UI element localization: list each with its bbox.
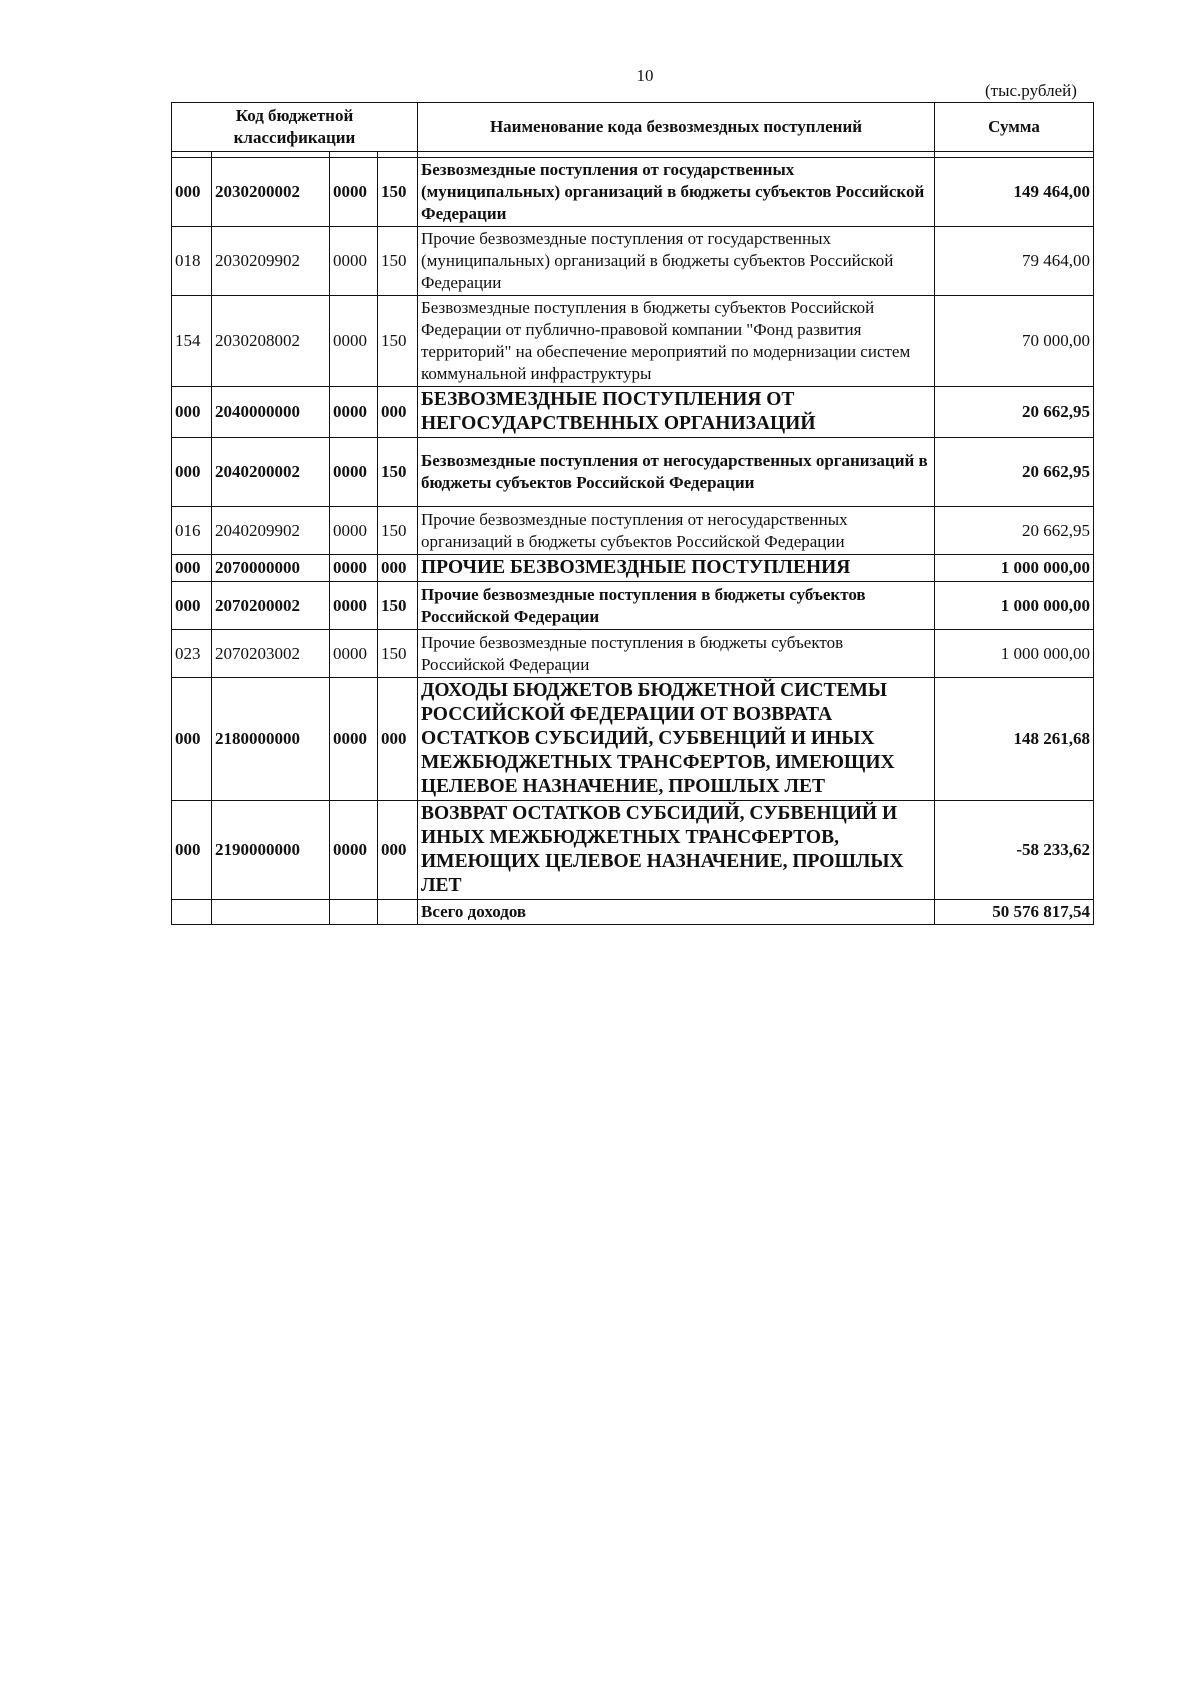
code-admin: 000 [172, 438, 212, 507]
code-kind: 150 [378, 582, 418, 630]
row-sum: 1 000 000,00 [935, 555, 1094, 582]
code-program: 0000 [330, 507, 378, 555]
code-kind: 150 [378, 438, 418, 507]
table-row [172, 801, 1094, 900]
code-kind: 000 [378, 387, 418, 438]
code-admin: 023 [172, 630, 212, 678]
page-number: 10 [636, 66, 654, 85]
code-program: 0000 [330, 438, 378, 507]
row-sum: 20 662,95 [935, 387, 1094, 438]
row-name: ВОЗВРАТ ОСТАТКОВ СУБСИДИЙ, СУБВЕНЦИЙ И ИНЫХ МЕЖБЮДЖЕТНЫХ ТРАНСФЕРТОВ, ИМЕЮЩИХ ЦЕЛЕВОЕ НАЗНАЧЕНИЕ, ПРОШЛЫХ ЛЕТ [418, 801, 935, 900]
code-admin: 000 [172, 158, 212, 227]
total-sum: 50 576 817,54 [935, 900, 1094, 925]
code-kind: 000 [378, 801, 418, 900]
code-program: 0000 [330, 227, 378, 296]
table-row [172, 158, 1094, 227]
row-sum: -58 233,62 [935, 801, 1094, 900]
code-main: 2180000000 [212, 678, 330, 801]
code-program: 0000 [330, 555, 378, 582]
code-admin: 000 [172, 387, 212, 438]
row-name: Прочие безвозмездные поступления в бюджеты субъектов Российской Федерации [418, 582, 935, 630]
code-program: 0000 [330, 158, 378, 227]
row-name: БЕЗВОЗМЕЗДНЫЕ ПОСТУПЛЕНИЯ ОТ НЕГОСУДАРСТВЕННЫХ ОРГАНИЗАЦИЙ [418, 387, 935, 438]
row-name: ПРОЧИЕ БЕЗВОЗМЕЗДНЫЕ ПОСТУПЛЕНИЯ [418, 555, 935, 582]
table-row [172, 387, 1094, 438]
code-admin: 018 [172, 227, 212, 296]
total-row [172, 900, 1094, 925]
code-kind: 150 [378, 507, 418, 555]
code-admin: 000 [172, 678, 212, 801]
code-admin: 000 [172, 555, 212, 582]
units-label: (тыс.рублей) [985, 81, 1077, 100]
code-admin: 000 [172, 582, 212, 630]
code-kind: 150 [378, 227, 418, 296]
row-sum: 149 464,00 [935, 158, 1094, 227]
code-main: 2030200002 [212, 158, 330, 227]
row-sum: 70 000,00 [935, 296, 1094, 387]
row-sum: 1 000 000,00 [935, 630, 1094, 678]
code-program: 0000 [330, 801, 378, 900]
row-name: ДОХОДЫ БЮДЖЕТОВ БЮДЖЕТНОЙ СИСТЕМЫ РОССИЙСКОЙ ФЕДЕРАЦИИ ОТ ВОЗВРАТА ОСТАТКОВ СУБСИДИЙ, СУБВЕНЦИЙ И ИНЫХ МЕЖБЮДЖЕТНЫХ ТРАНСФЕРТОВ, ИМЕЮЩИХ ЦЕЛЕВОЕ НАЗНАЧЕНИЕ, ПРОШЛЫХ ЛЕТ [418, 678, 935, 801]
header-code: Код бюджетной классификации [172, 103, 418, 152]
row-sum: 148 261,68 [935, 678, 1094, 801]
row-sum: 1 000 000,00 [935, 582, 1094, 630]
code-admin: 000 [172, 801, 212, 900]
code-main: 2040000000 [212, 387, 330, 438]
table-row [172, 582, 1094, 630]
row-sum: 20 662,95 [935, 507, 1094, 555]
table-row [172, 507, 1094, 555]
code-main: 2030208002 [212, 296, 330, 387]
revenue-table [171, 102, 1094, 925]
row-name: Безвозмездные поступления от государственных (муниципальных) организаций в бюджеты субъектов Российской Федерации [418, 158, 935, 227]
table-row [172, 438, 1094, 507]
row-sum: 79 464,00 [935, 227, 1094, 296]
table-row [172, 555, 1094, 582]
table-row [172, 630, 1094, 678]
code-kind: 000 [378, 678, 418, 801]
code-program: 0000 [330, 630, 378, 678]
code-program: 0000 [330, 678, 378, 801]
code-kind: 150 [378, 296, 418, 387]
table-row [172, 678, 1094, 801]
code-kind: 150 [378, 158, 418, 227]
code-program: 0000 [330, 582, 378, 630]
header-sum: Сумма [935, 103, 1094, 152]
row-sum: 20 662,95 [935, 438, 1094, 507]
code-main: 2040209902 [212, 507, 330, 555]
code-main: 2070203002 [212, 630, 330, 678]
code-admin: 154 [172, 296, 212, 387]
row-name: Прочие безвозмездные поступления от негосударственных организаций в бюджеты субъектов Российской Федерации [418, 507, 935, 555]
code-main: 2030209902 [212, 227, 330, 296]
code-kind: 150 [378, 630, 418, 678]
code-program: 0000 [330, 387, 378, 438]
table-row [172, 227, 1094, 296]
row-name: Прочие безвозмездные поступления от государственных (муниципальных) организаций в бюджеты субъектов Российской Федерации [418, 227, 935, 296]
code-main: 2190000000 [212, 801, 330, 900]
code-main: 2040200002 [212, 438, 330, 507]
code-program: 0000 [330, 296, 378, 387]
header-name: Наименование кода безвозмездных поступлений [418, 103, 935, 152]
table-header-row [172, 103, 1094, 152]
code-main: 2070000000 [212, 555, 330, 582]
code-kind: 000 [378, 555, 418, 582]
table-row [172, 296, 1094, 387]
total-label: Всего доходов [418, 900, 935, 925]
code-main: 2070200002 [212, 582, 330, 630]
code-admin: 016 [172, 507, 212, 555]
row-name: Безвозмездные поступления в бюджеты субъектов Российской Федерации от публично-правовой компании "Фонд развития территорий" на обеспечение мероприятий по модернизации систем коммунальной инфраструктуры [418, 296, 935, 387]
row-name: Прочие безвозмездные поступления в бюджеты субъектов Российской Федерации [418, 630, 935, 678]
row-name: Безвозмездные поступления от негосударственных организаций в бюджеты субъектов Российской Федерации [418, 438, 935, 507]
